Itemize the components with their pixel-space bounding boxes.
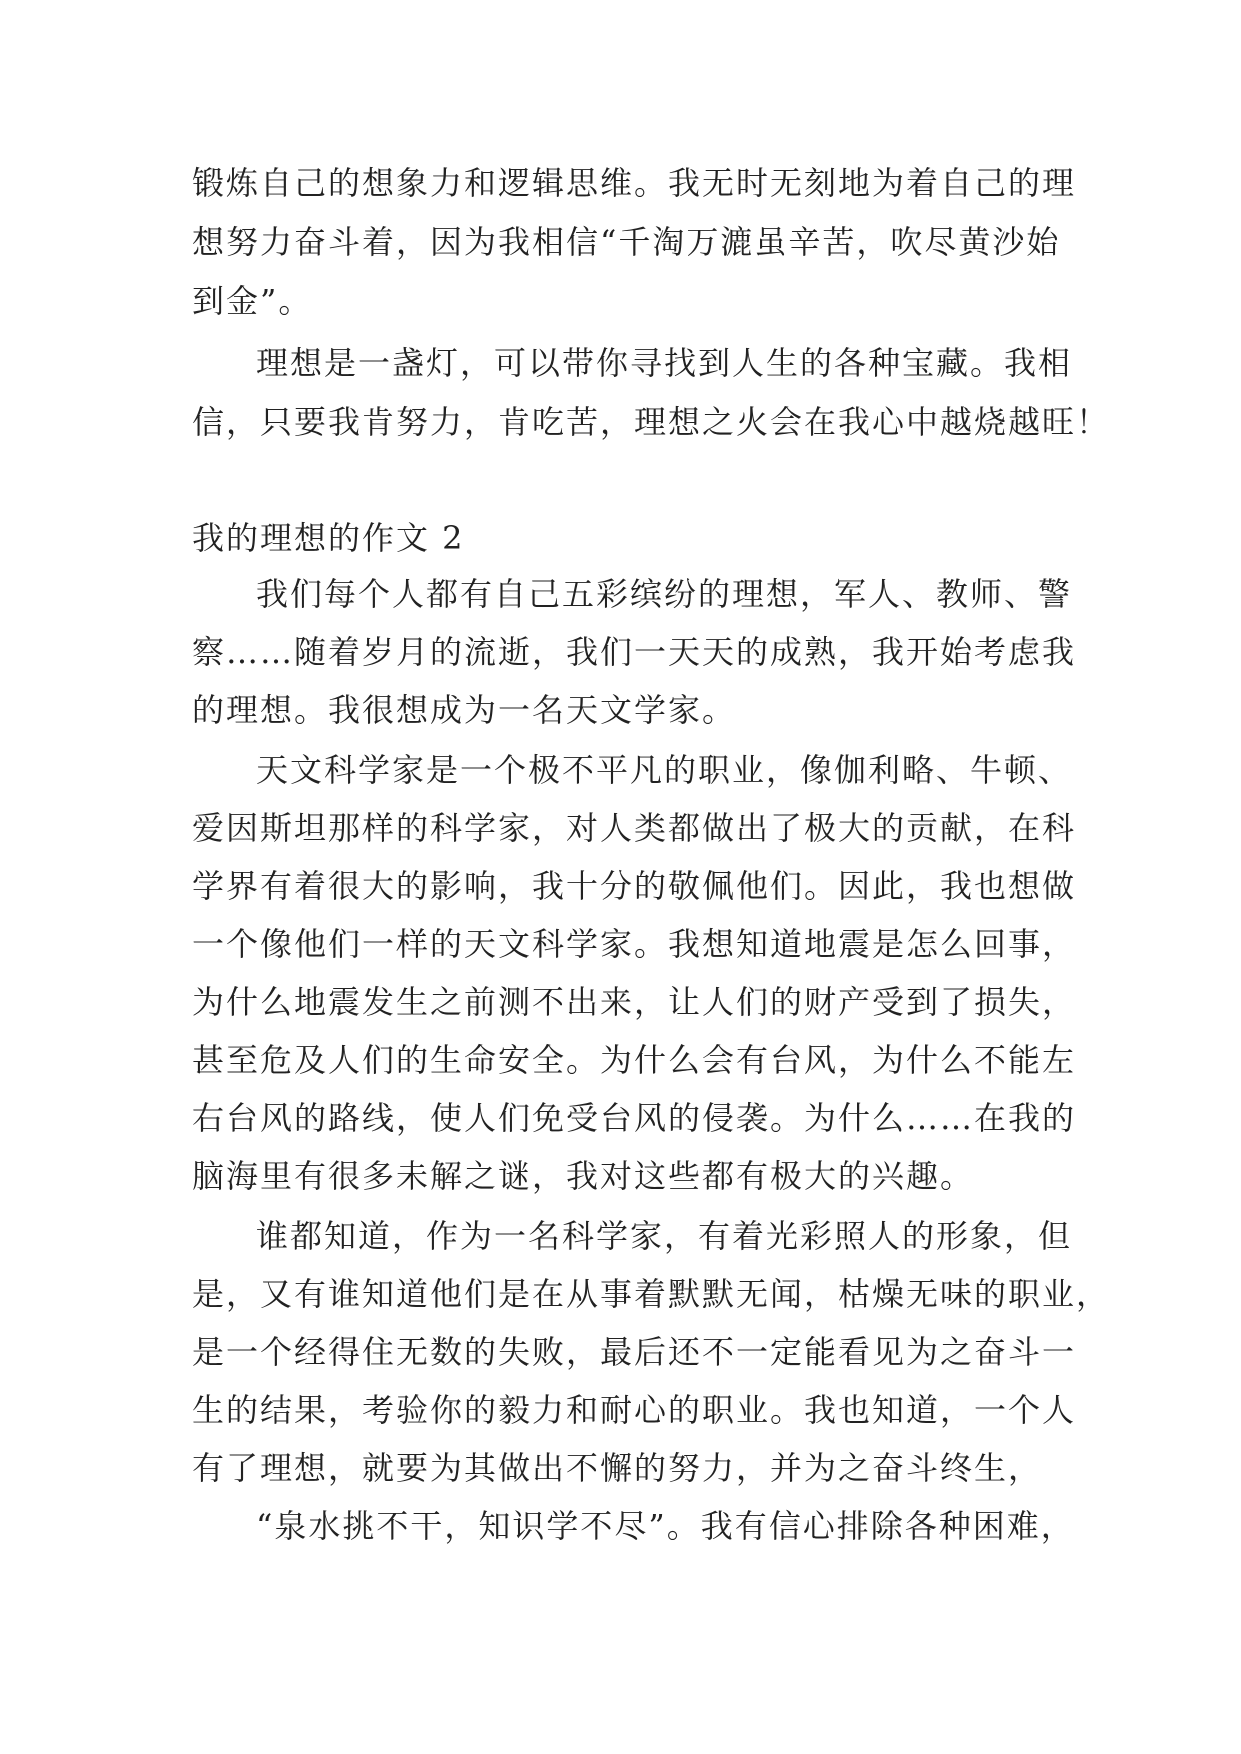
paragraph-line: 到金”。 [192,282,313,320]
paragraph-line: 脑海里有很多未解之谜，我对这些都有极大的兴趣。 [192,1157,975,1195]
paragraph-line: 信，只要我肯努力，肯吃苦，理想之火会在我心中越烧越旺！ [192,403,1111,441]
paragraph-line: 锻炼自己的想象力和逻辑思维。我无时无刻地为着自己的理 [192,164,1077,202]
paragraph-line: 想努力奋斗着，因为我相信“千淘万漉虽辛苦，吹尽黄沙始 [192,223,1061,261]
paragraph-line: 天文科学家是一个极不平凡的职业，像伽利略、牛顿、 [256,751,1073,789]
paragraph-line: 生的结果，考验你的毅力和耐心的职业。我也知道，一个人 [192,1391,1077,1429]
paragraph-line: 察……随着岁月的流逝，我们一天天的成熟，我开始考虑我 [192,633,1077,671]
paragraph-line: 甚至危及人们的生命安全。为什么会有台风，为什么不能左 [192,1041,1077,1079]
paragraph-line: 有了理想，就要为其做出不懈的努力，并为之奋斗终生， [192,1449,1043,1487]
paragraph-line: 谁都知道，作为一名科学家，有着光彩照人的形象，但 [256,1217,1073,1255]
paragraph-line: 学界有着很大的影响，我十分的敬佩他们。因此，我也想做 [192,867,1077,905]
paragraph-line: 我们每个人都有自己五彩缤纷的理想，军人、教师、警 [256,575,1073,613]
paragraph-line: “泉水挑不干，知识学不尽”。我有信心排除各种困难， [256,1507,1075,1545]
paragraph-line: 的理想。我很想成为一名天文学家。 [192,691,737,729]
paragraph-line: 一个像他们一样的天文科学家。我想知道地震是怎么回事， [192,925,1077,963]
section-heading: 我的理想的作文 2 [192,519,465,557]
paragraph-line: 是一个经得住无数的失败，最后还不一定能看见为之奋斗一 [192,1333,1077,1371]
paragraph-line: 是，又有谁知道他们是在从事着默默无闻，枯燥无味的职业， [192,1275,1111,1313]
paragraph-line: 为什么地震发生之前测不出来，让人们的财产受到了损失， [192,983,1077,1021]
paragraph-line: 爱因斯坦那样的科学家，对人类都做出了极大的贡献，在科 [192,809,1077,847]
paragraph-line: 右台风的路线，使人们免受台风的侵袭。为什么……在我的 [192,1099,1077,1137]
paragraph-line: 理想是一盏灯，可以带你寻找到人生的各种宝藏。我相 [256,344,1073,382]
